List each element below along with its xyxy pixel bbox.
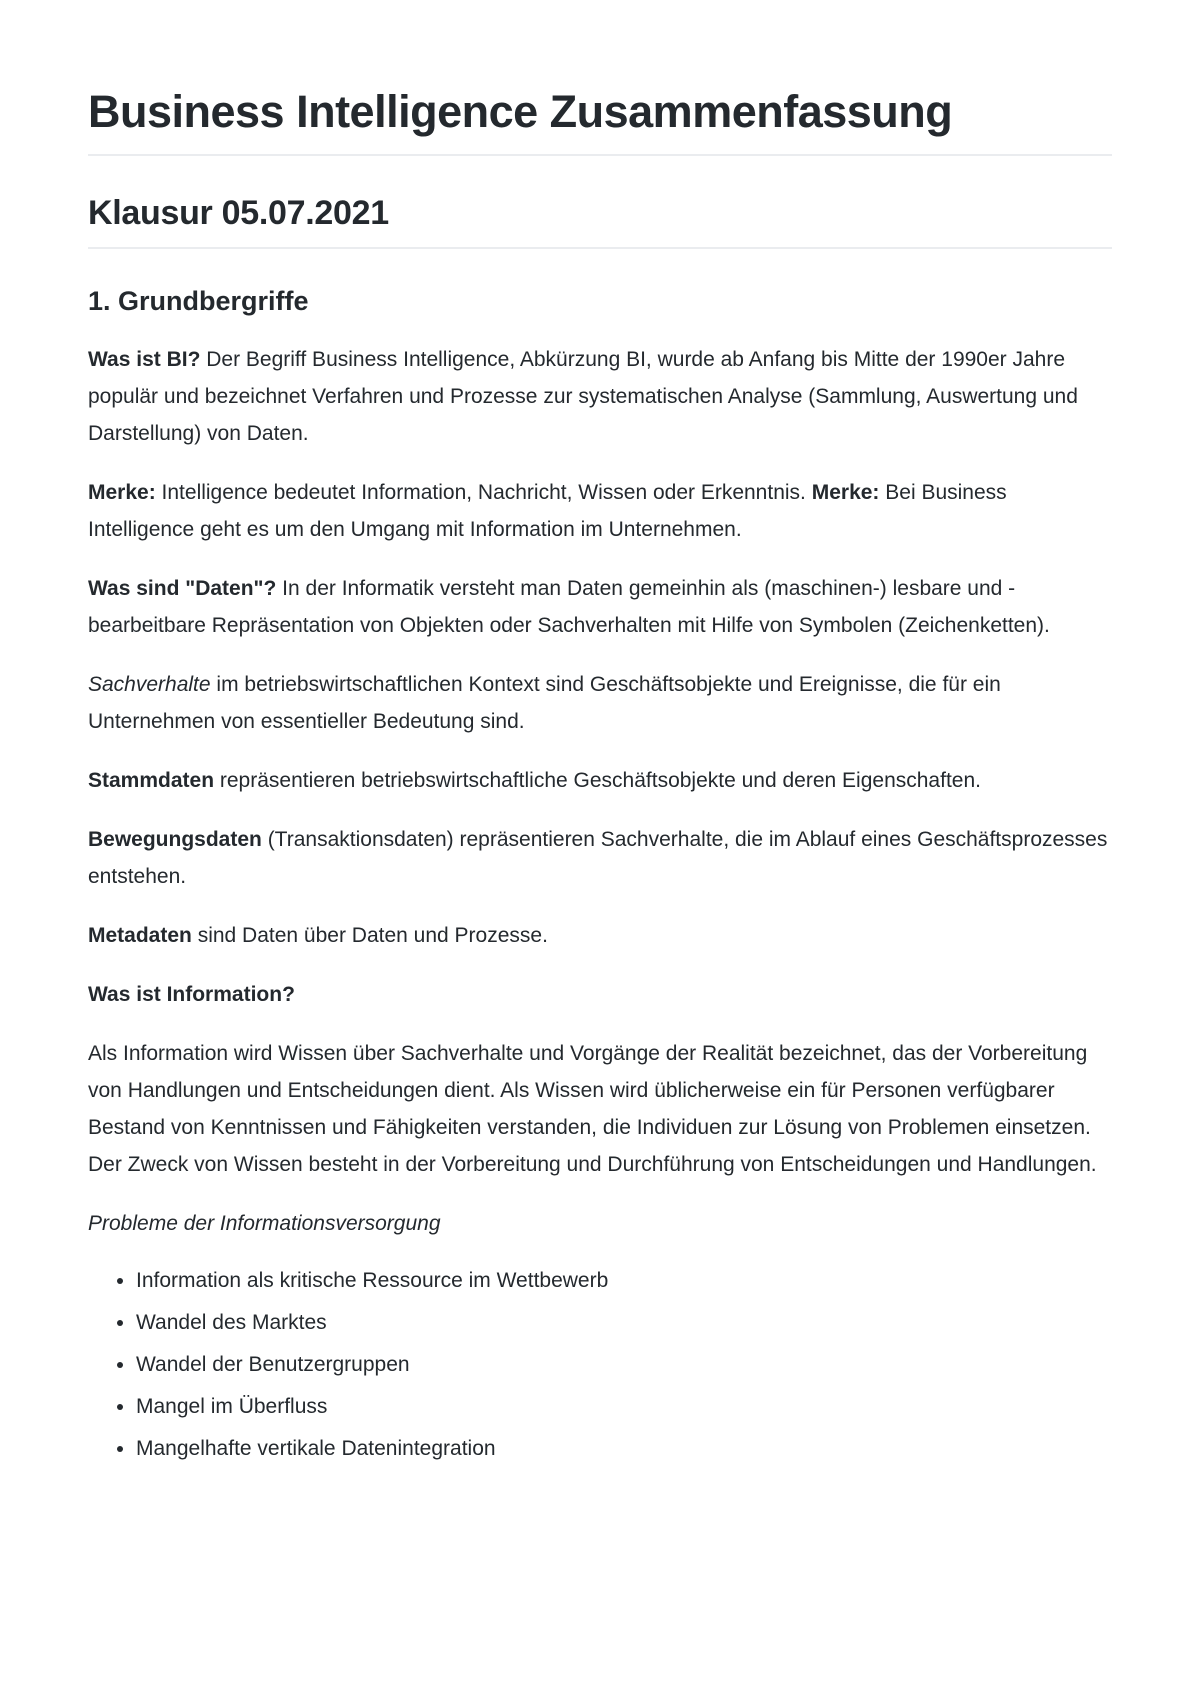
paragraph-text: Der Begriff Business Intelligence, Abkürzung BI, wurde ab Anfang bis Mitte der 1990er Jahre populär und bezeichnet Verfahren und Prozesse zur systematischen Analyse (Sammlung, Auswertung und Darstellung) von Daten. — [88, 347, 1078, 445]
list-item: • Information als kritische Ressource im Wettbewerb — [136, 1260, 1112, 1302]
paragraph-stammdaten — [88, 762, 1112, 799]
exam-heading: Klausur 05.07.2021 — [88, 192, 1112, 249]
list-item: • Wandel der Benutzergruppen — [136, 1344, 1112, 1386]
subheading-problems — [88, 1205, 1112, 1242]
section-heading-grundbegriffe: 1. Grundbergriffe — [88, 285, 309, 316]
paragraph-sachverhalte — [88, 666, 1112, 740]
term-label: Metadaten — [88, 923, 192, 947]
paragraph-text: In der Informatik versteht man Daten gemeinhin als (maschinen-) lesbare und -bearbeitbare Repräsentation von Objekten oder Sachverhalten mit Hilfe von Symbolen (Zeichenketten). — [88, 576, 1050, 637]
paragraph-what-is-bi — [88, 341, 1112, 452]
term-label: Was sind "Daten"? — [88, 576, 277, 600]
paragraph-text: Intelligence bedeutet Information, Nachricht, Wissen oder Erkenntnis. — [155, 480, 812, 504]
paragraph-what-is-data — [88, 570, 1112, 644]
subheading-text: Probleme der Informationsversorgung — [88, 1211, 441, 1235]
paragraph-merke — [88, 474, 1112, 548]
paragraph-text: (Transaktionsdaten) repräsentieren Sachverhalte, die im Ablauf eines Geschäftsprozesses entstehen. — [88, 827, 1108, 888]
paragraph-metadaten — [88, 917, 1112, 954]
term-label: Stammdaten — [88, 768, 215, 792]
paragraph-bewegungsdaten — [88, 821, 1112, 895]
paragraph-text: Bei Business Intelligence geht es um den Umgang mit Information im Unternehmen. — [88, 480, 1007, 541]
list-item: • Mangelhafte vertikale Datenintegration — [136, 1428, 1112, 1470]
term-label: Merke: — [811, 480, 880, 504]
term-label: Merke: — [88, 480, 156, 504]
paragraph-text: sind Daten über Daten und Prozesse. — [191, 923, 548, 947]
paragraph-text: repräsentieren betriebswirtschaftliche Geschäftsobjekte und deren Eigenschaften. — [214, 768, 981, 792]
paragraph-text: im betriebswirtschaftlichen Kontext sind Geschäftsobjekte und Ereignisse, die für ein Unternehmen von essentieller Bedeutung sind. — [88, 672, 1001, 733]
problems-list — [88, 1260, 1112, 1470]
term-label: Bewegungsdaten — [88, 827, 262, 851]
subheading-text: Was ist Information? — [88, 982, 295, 1006]
paragraph-information: Als Information wird Wissen über Sachverhalte und Vorgänge der Realität bezeichnet, das der Vorbereitung von Handlungen und Entscheidungen dient. Als Wissen wird üblicherweise ein für Personen verfügbarer Bestand von Kenntnissen und Fähigkeiten verstanden, die Individuen zur Lösung von Problemen einsetzen. Der Zweck von Wissen besteht in der Vorbereitung und Durchführung von Entscheidungen und Handlungen. — [88, 1041, 1097, 1176]
list-item: • Mangel im Überfluss — [136, 1386, 1112, 1428]
term-label: Was ist BI? — [88, 347, 201, 371]
document-title: Business Intelligence Zusammenfassung — [88, 84, 1112, 156]
subheading-information — [88, 976, 1112, 1013]
term-label: Sachverhalte — [88, 672, 211, 696]
list-item: • Wandel des Marktes — [136, 1302, 1112, 1344]
